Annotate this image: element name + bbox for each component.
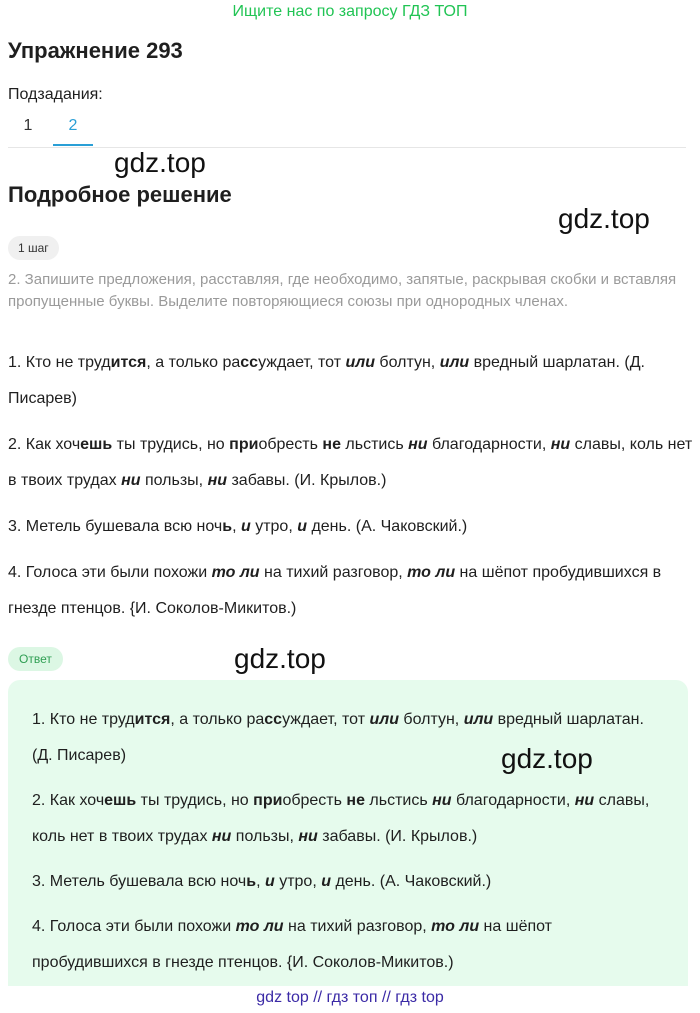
subtasks-label: Подзадания: <box>8 86 103 103</box>
watermark: gdz.top <box>234 643 326 674</box>
answer-badge: Ответ <box>8 647 63 671</box>
subtask-tab-2[interactable]: 2 <box>53 110 93 146</box>
footer-links: gdz top // гдз топ // гдз top <box>256 989 444 1006</box>
sentence: 2. Как хочешь ты трудись, но приобресть не льстись ни благодарности, ни славы, коль нет в твоих трудах ни пользы, ни забавы. (И. Крылов.) <box>8 436 693 489</box>
subtask-tab-1[interactable]: 1 <box>23 117 33 134</box>
answer-sentence: 4. Голоса эти были похожи то ли на тихий разговор, то ли на шёпот пробудившихся в гнезде птенцов. {И. Соколов-Микитов.) <box>32 918 553 971</box>
step-badge: 1 шаг <box>8 236 59 260</box>
watermark: gdz.top <box>558 203 650 234</box>
solution-sentences <box>8 345 693 627</box>
watermark: gdz.top <box>501 743 593 774</box>
answer-box <box>8 680 688 986</box>
search-banner: Ищите нас по запросу ГДЗ ТОП <box>232 3 468 20</box>
watermark: gdz.top <box>114 147 206 178</box>
sentence: 3. Метель бушевала всю ночь, и утро, и день. (А. Чаковский.) <box>8 518 468 535</box>
exercise-title: Упражнение 293 <box>8 38 183 63</box>
task-text: 2. Запишите предложения, расставляя, где необходимо, запятые, раскрывая скобки и вставляя пропущенные буквы. Выделите повторяющиеся союзы при однородных членах. <box>8 271 677 310</box>
sentence: 1. Кто не трудится, а только рассуждает, тот или болтун, или вредный шарлатан. (Д. Писарев) <box>8 354 645 407</box>
sentence: 4. Голоса эти были похожи то ли на тихий разговор, то ли на шёпот пробудившихся в гнезде птенцов. {И. Соколов-Микитов.) <box>8 564 662 617</box>
answer-sentence: 1. Кто не трудится, а только рассуждает, тот или болтун, или вредный шарлатан. (Д. Писарев) <box>32 711 644 764</box>
answer-sentence: 2. Как хочешь ты трудись, но приобресть не льстись ни благодарности, ни славы, коль нет в твоих трудах ни пользы, ни забавы. (И. Крылов.) <box>32 792 650 845</box>
solution-title: Подробное решение <box>8 182 232 207</box>
answer-sentence: 3. Метель бушевала всю ночь, и утро, и день. (А. Чаковский.) <box>32 873 492 890</box>
subtask-tabs <box>8 110 686 148</box>
